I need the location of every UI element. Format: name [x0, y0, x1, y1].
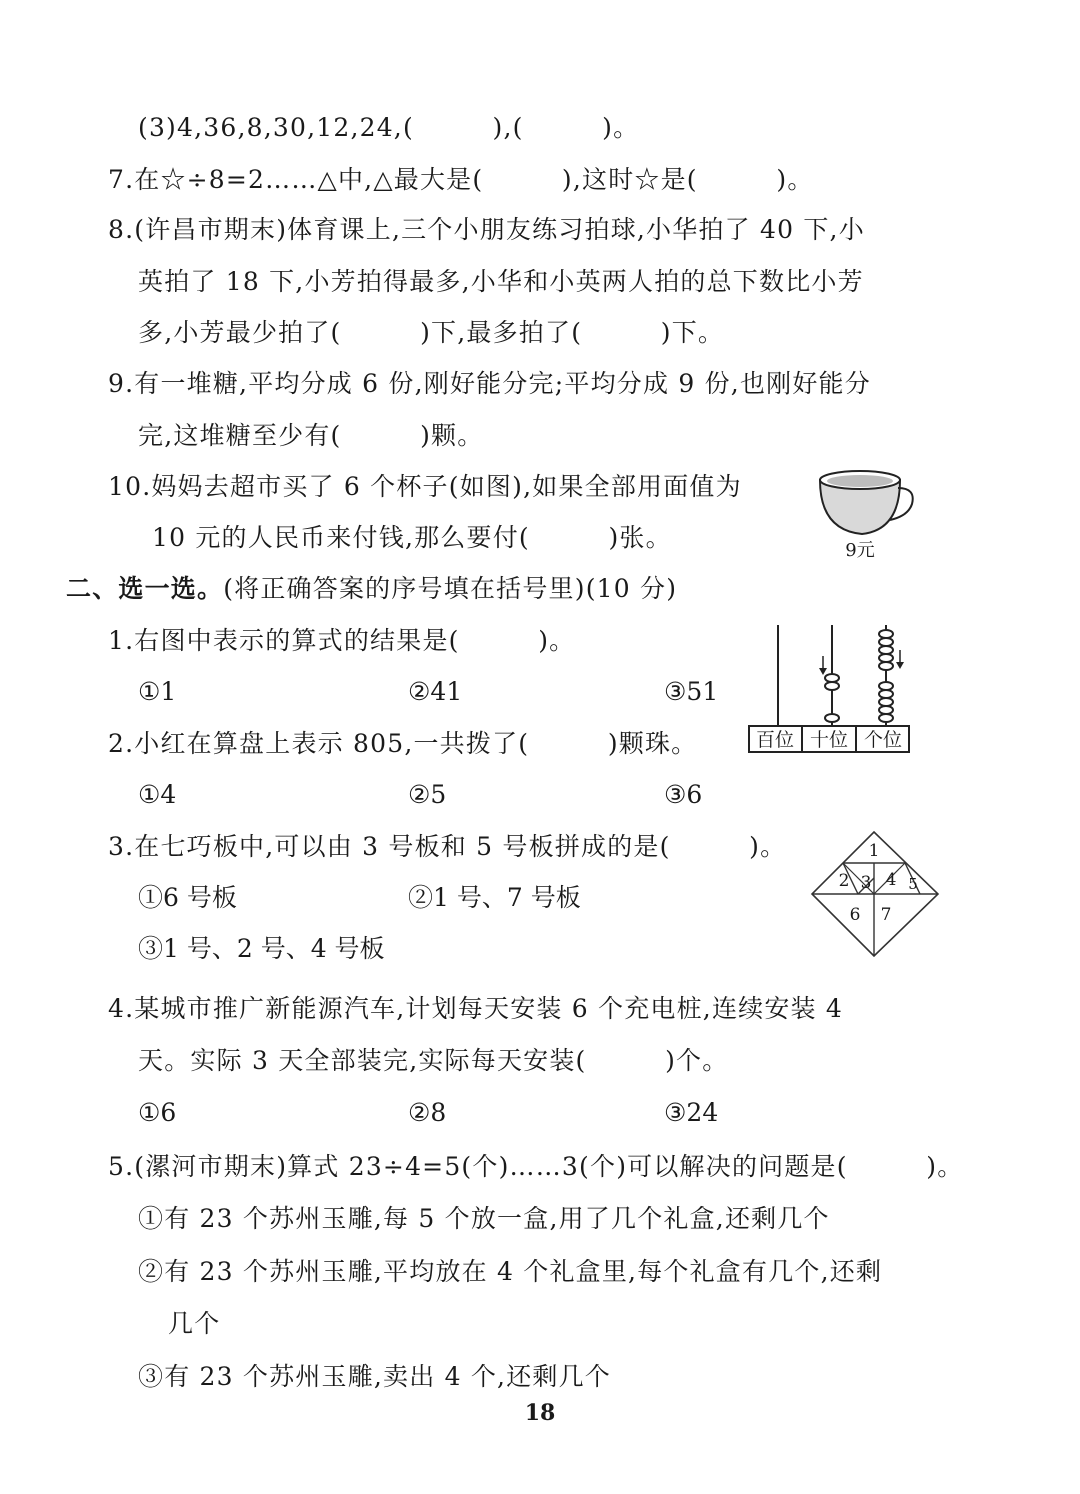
- s2-question: 2.小红在算盘上表示 805,一共拨了( )颗珠。: [108, 729, 698, 758]
- q10-line2: 10 元的人民币来付钱,那么要付( )张。: [152, 523, 672, 552]
- tangram-illustration: [808, 828, 944, 960]
- q8-line2: 英拍了 18 下,小芳拍得最多,小华和小英两人拍的总下数比小芳: [138, 267, 864, 296]
- q10-line1: 10.妈妈去超市买了 6 个杯子(如图),如果全部用面值为: [108, 472, 742, 501]
- abacus-label-hundreds: 百位: [755, 729, 795, 751]
- cup-illustration: [812, 468, 922, 563]
- q8-line1: 8.(许昌市期末)体育课上,三个小朋友练习拍球,小华拍了 40 下,小: [108, 215, 865, 244]
- s1-option-1: ①1: [138, 677, 177, 706]
- s3-question: 3.在七巧板中,可以由 3 号板和 5 号板拼成的是( )。: [108, 832, 787, 861]
- abacus-label-tens: 十位: [809, 729, 849, 751]
- s4-line2: 天。实际 3 天全部装完,实际每天安装( )个。: [138, 1046, 729, 1075]
- s2-option-2: ②5: [408, 780, 447, 809]
- s2-option-3: ③6: [664, 780, 703, 809]
- tangram-label-4: 4: [885, 870, 897, 890]
- s1-option-3: ③51: [664, 677, 719, 706]
- s5-option-2-line2: 几个: [168, 1309, 221, 1338]
- s4-line1: 4.某城市推广新能源汽车,计划每天安装 6 个充电桩,连续安装 4: [108, 994, 844, 1023]
- s3-option-2: ②1 号、7 号板: [408, 883, 581, 912]
- s2-option-1: ①4: [138, 780, 177, 809]
- s4-option-3: ③24: [664, 1098, 719, 1127]
- s5-option-1: ①有 23 个苏州玉雕,每 5 个放一盒,用了几个礼盒,还剩几个: [138, 1204, 830, 1233]
- tangram-label-7: 7: [880, 905, 892, 925]
- q9-line2: 完,这堆糖至少有( )颗。: [138, 421, 484, 450]
- s5-option-3: ③有 23 个苏州玉雕,卖出 4 个,还剩几个: [138, 1362, 611, 1391]
- abacus-illustration: [745, 622, 915, 757]
- s1-option-2: ②41: [408, 677, 463, 706]
- s3-option-1: ①6 号板: [138, 883, 237, 912]
- s1-question: 1.右图中表示的算式的结果是( )。: [108, 626, 576, 655]
- section2-title: 二、选一选。(将正确答案的序号填在括号里)(10 分): [66, 574, 678, 603]
- section2-note: (将正确答案的序号填在括号里)(10 分): [223, 574, 678, 603]
- q9-line1: 9.有一堆糖,平均分成 6 份,刚好能分完;平均分成 9 份,也刚好能分: [108, 369, 871, 398]
- s5-option-2-line1: ②有 23 个苏州玉雕,平均放在 4 个礼盒里,每个礼盒有几个,还剩: [138, 1257, 883, 1286]
- q6-part3: (3)4,36,8,30,12,24,( ),( )。: [138, 113, 640, 142]
- tangram-label-3: 3: [860, 873, 872, 893]
- abacus-label-ones: 个位: [863, 729, 903, 751]
- s4-option-2: ②8: [408, 1098, 447, 1127]
- s5-question: 5.(漯河市期末)算式 23÷4=5(个)……3(个)可以解决的问题是( )。: [108, 1152, 964, 1181]
- q7: 7.在☆÷8=2……△中,△最大是( ),这时☆是( )。: [108, 165, 814, 194]
- q8-line3: 多,小芳最少拍了( )下,最多拍了( )下。: [138, 318, 725, 347]
- page-number: 18: [524, 1400, 556, 1426]
- cup-price: 9元: [845, 540, 875, 561]
- s4-option-1: ①6: [138, 1098, 177, 1127]
- tangram-label-1: 1: [868, 841, 880, 861]
- s3-option-3: ③1 号、2 号、4 号板: [138, 934, 385, 963]
- tangram-label-5: 5: [908, 875, 918, 893]
- tangram-label-2: 2: [838, 871, 850, 891]
- tangram-label-6: 6: [849, 905, 861, 925]
